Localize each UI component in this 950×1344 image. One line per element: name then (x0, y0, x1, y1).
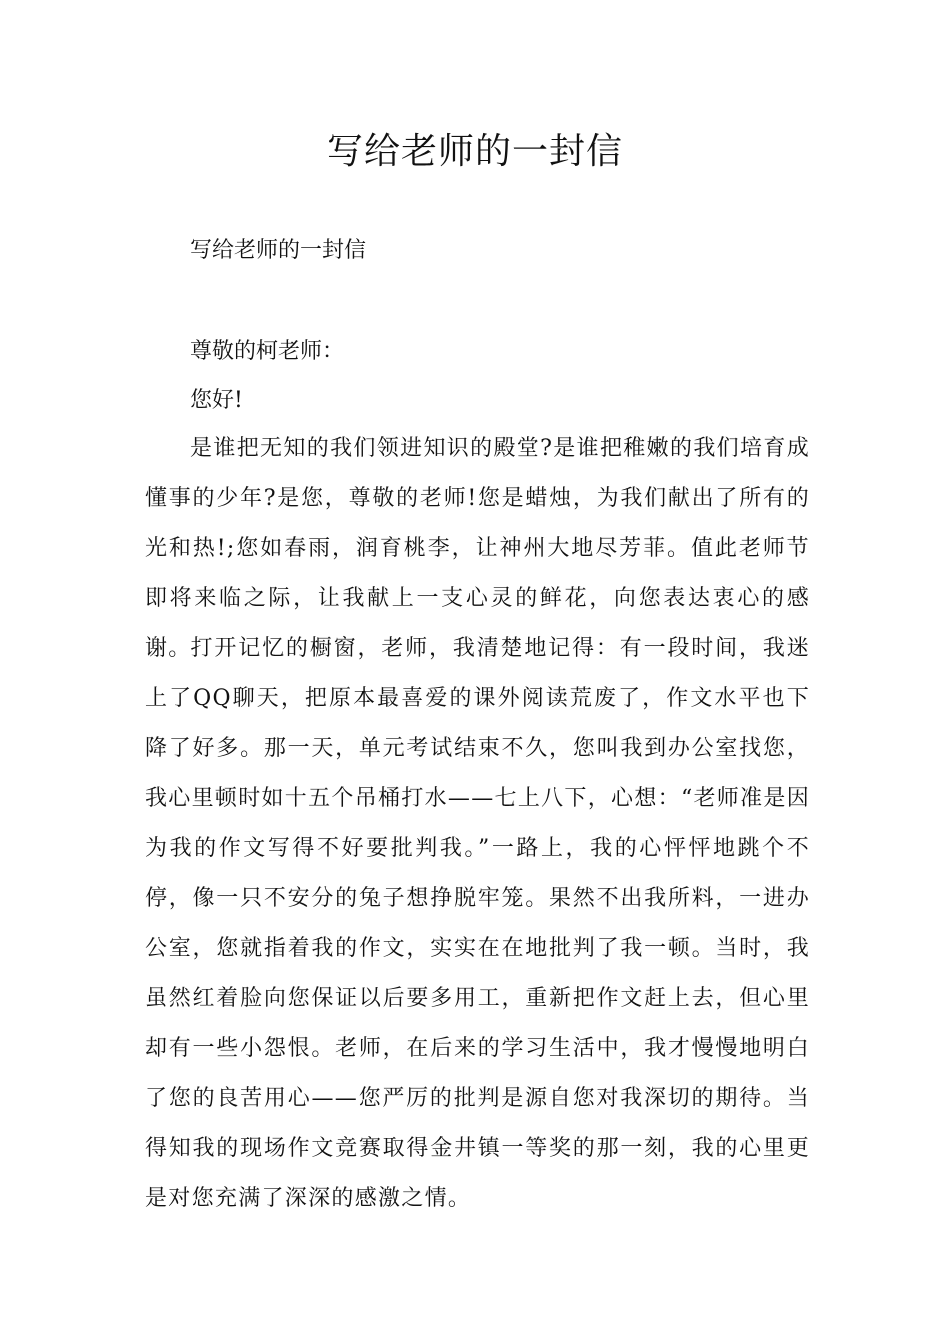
salutation: 尊敬的柯老师： (190, 339, 345, 364)
greeting: 您好! (190, 388, 243, 413)
paragraph-2-text: 打开记忆的橱窗，老师，我清楚地记得：有一段时间，我迷上了QQ聊天，把原本最喜爱的课外阅读荒废了，作文水平也下降了好多。那一天，单元考试结束不久，您叫我到办公室找您，我心里顿时如十五个吊桶打水——七上八下，心想：“老师准是因为我的作文写得不好要批判我。”一路上，我的心怦怦地跳个不停，像一只不安分的兔子想挣脱牢笼。果然不出我所料，一进办公室，您就指着我的作文，实实在在地批判了我一顿。当时，我虽然红着脸向您保证以后要多用工，重新把作文赶上去，但心里却有一些小怨恨。老师，在后来的学习生活中，我才慢慢地明白了您的良苦用心——您严厉的批判是源自您对我深切的期待。当得知我的现场作文竞赛取得金井镇一等奖的那一刻，我的心里更是对您充满了深深的感激之情。 (145, 636, 810, 1211)
paragraph-1-text: 是谁把无知的我们领进知识的殿堂?是谁把稚嫩的我们培育成懂事的少年?是您，尊敬的老师!您是蜡烛，为我们献出了所有的光和热!;您如春雨，润育桃李，让神州大地尽芳菲。值此老师节即将来临之际，让我献上一支心灵的鲜花，向您表达衷心的感谢。 (145, 436, 810, 661)
document-subtitle: 写给老师的一封信 (190, 238, 367, 263)
paragraph-2 (145, 624, 810, 1224)
document-title: 写给老师的一封信 (326, 131, 623, 172)
